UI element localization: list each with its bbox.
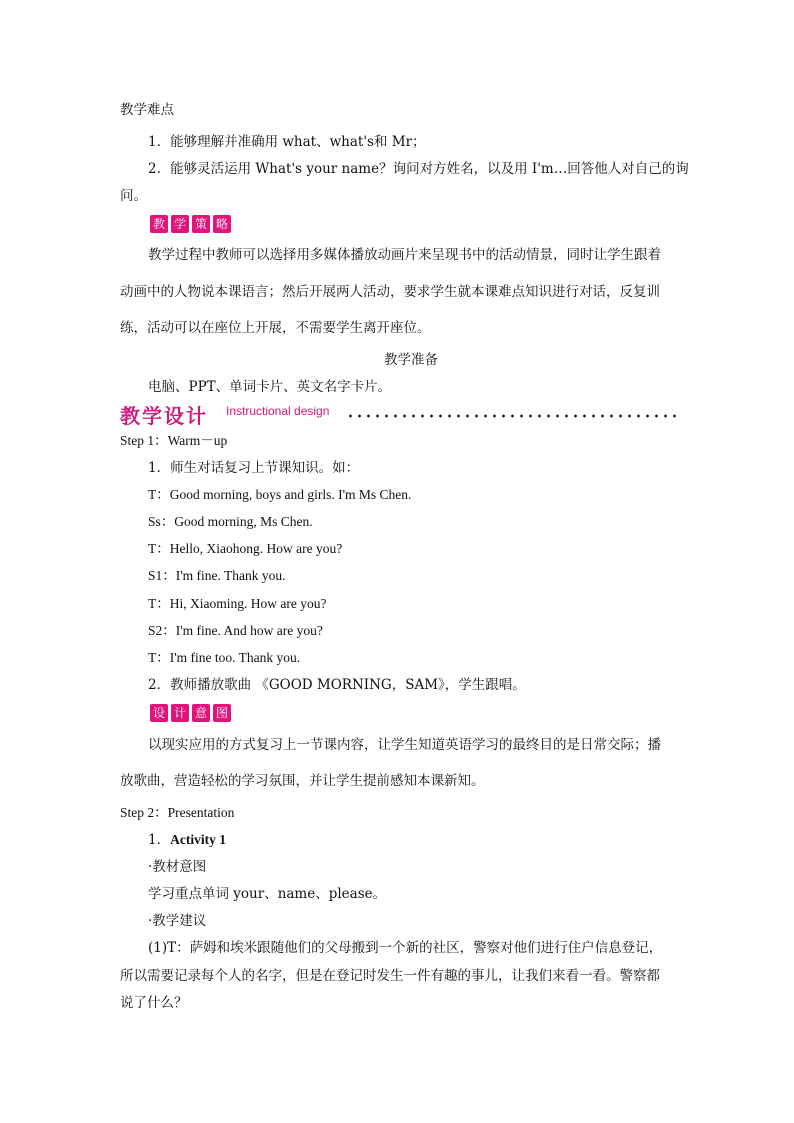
dialogue-line: Ss：Good morning, Ms Chen. — [148, 514, 313, 529]
activity-heading — [148, 831, 226, 849]
intent-badge-char: 设 — [150, 704, 168, 722]
dialogue-line: T：Hi, Xiaoming. How are you? — [148, 596, 327, 611]
textbook-intent-label: ·教材意图 — [148, 859, 207, 875]
dialogue-line: T：Hello, Xiaohong. How are you? — [148, 541, 343, 556]
design-title: 教学设计 — [120, 404, 208, 428]
dialogue-line: S2：I'm fine. And how are you? — [148, 623, 323, 638]
difficulty-item-2: 2．能够灵活运用 What's your name？询问对方姓名，以及用 I'm…回答他人对自己的询 — [148, 161, 689, 177]
teaching-suggestion-label: ·教学建议 — [148, 913, 207, 929]
dotted-rule — [346, 414, 682, 418]
strategy-badge-char: 策 — [192, 215, 210, 233]
step1-item-1: 1．师生对话复习上节课知识。如： — [148, 460, 360, 476]
difficulty-item-2-cont: 问。 — [120, 188, 147, 204]
strategy-line-2: 动画中的人物说本课语言；然后开展两人活动，要求学生就本课难点知识进行对话，反复训 — [120, 284, 660, 300]
step1-title: Step 1：Warm－up — [120, 433, 228, 448]
activity-number: 1． — [148, 832, 171, 848]
strategy-line-3: 练，活动可以在座位上开展，不需要学生离开座位。 — [120, 320, 431, 336]
intent-line-1: 以现实应用的方式复习上一节课内容，让学生知道英语学习的最终目的是日常交际；播 — [148, 737, 661, 753]
difficulty-heading: 教学难点 — [120, 102, 174, 118]
step2-title: Step 2：Presentation — [120, 805, 235, 820]
dialogue-line: S1：I'm fine. Thank you. — [148, 568, 286, 583]
dialogue-line: T：I'm fine too. Thank you. — [148, 650, 301, 665]
prep-heading: 教学准备 — [384, 352, 438, 368]
strategy-badge-char: 教 — [150, 215, 168, 233]
intent-badge-char: 图 — [213, 704, 231, 722]
design-subtitle: Instructional design — [226, 404, 330, 418]
suggestion-line-2: 所以需要记录每个人的名字，但是在登记时发生一件有趣的事儿，让我们来看一看。警察都 — [120, 968, 660, 984]
strategy-badge-char: 略 — [213, 215, 231, 233]
strategy-line-1: 教学过程中教师可以选择用多媒体播放动画片来呈现书中的活动情景，同时让学生跟着 — [148, 247, 661, 263]
difficulty-item-1: 1．能够理解并准确用 what、what's和 Mr； — [148, 134, 426, 150]
strategy-badge-char: 学 — [171, 215, 189, 233]
intent-badge — [150, 703, 234, 723]
dialogue-line: T：Good morning, boys and girls. I'm Ms Chen. — [148, 487, 412, 502]
suggestion-line-1: (1)T：萨姆和埃米跟随他们的父母搬到一个新的社区，警察对他们进行住户信息登记， — [148, 940, 663, 956]
prep-content: 电脑、PPT、单词卡片、英文名字卡片。 — [148, 379, 392, 395]
strategy-badge — [150, 214, 234, 234]
textbook-intent-text: 学习重点单词 your、name、please。 — [148, 886, 387, 902]
intent-badge-char: 意 — [192, 704, 210, 722]
activity-name: Activity 1 — [170, 832, 226, 847]
intent-badge-char: 计 — [171, 704, 189, 722]
step1-item-2: 2．教师播放歌曲 《GOOD MORNING，SAM》，学生跟唱。 — [148, 677, 526, 693]
intent-line-2: 放歌曲，营造轻松的学习氛围，并让学生提前感知本课新知。 — [120, 773, 485, 789]
suggestion-line-3: 说了什么？ — [120, 995, 188, 1011]
